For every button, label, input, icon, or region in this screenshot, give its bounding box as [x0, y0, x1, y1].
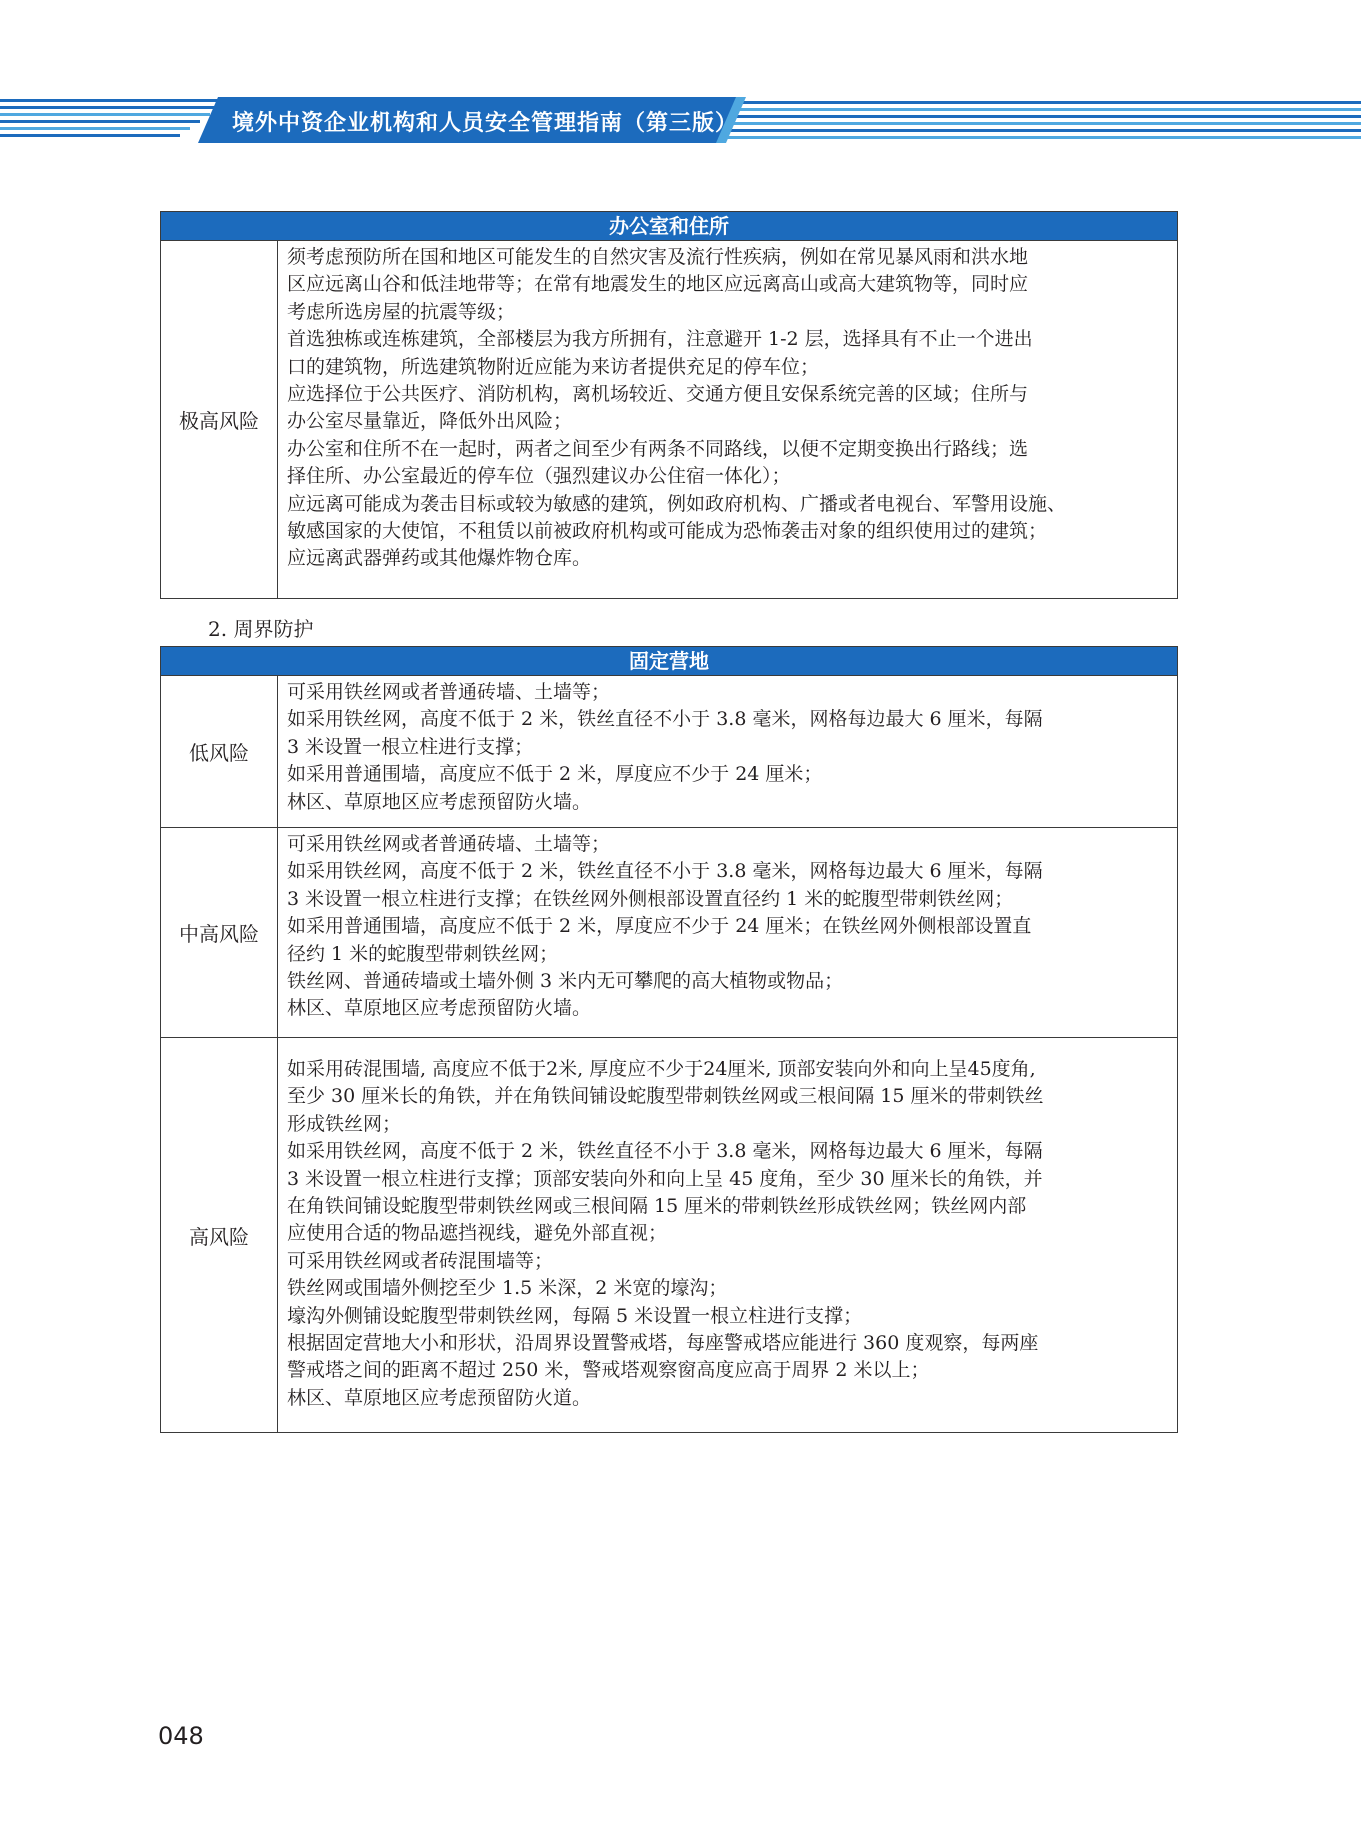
text-line: 在角铁间铺设蛇腹型带刺铁丝网或三根间隔 15 厘米的带刺铁丝形成铁丝网；铁丝网内部 [287, 1195, 1027, 1218]
table-office-residence [160, 211, 1178, 599]
text-line: 办公室尽量靠近，降低外出风险； [287, 410, 573, 433]
text-line: 林区、草原地区应考虑预留防火墙。 [287, 997, 592, 1020]
table-title: 固定营地 [161, 647, 1177, 676]
table-row [161, 827, 1177, 1037]
text-line: 壕沟外侧铺设蛇腹型带刺铁丝网，每隔 5 米设置一根立柱进行支撑； [287, 1304, 863, 1327]
row-content [278, 1038, 1177, 1432]
table-row [161, 241, 1177, 598]
text-line: 可采用铁丝网或者普通砖墙、土墙等； [287, 681, 611, 703]
text-line: 可采用铁丝网或者砖混围墙等； [287, 1249, 554, 1272]
table-row [161, 1037, 1177, 1432]
risk-level: 高风险 [161, 1038, 278, 1432]
text-line: 铁丝网或围墙外侧挖至少 1.5 米深，2 米宽的壕沟； [287, 1277, 728, 1300]
text-line: 警戒塔之间的距离不超过 250 米，警戒塔观察窗高度应高于周界 2 米以上； [287, 1359, 930, 1382]
text-line: 3 米设置一根立柱进行支撑； [287, 735, 534, 758]
section-heading: 2. 周界防护 [208, 617, 314, 641]
text-line: 办公室和住所不在一起时，两者之间至少有两条不同路线，以便不定期变换出行路线；选 [287, 437, 1029, 460]
row-content [278, 828, 1177, 1037]
table-row [161, 676, 1177, 827]
text-line: 敏感国家的大使馆，不租赁以前被政府机构或可能成为恐怖袭击对象的组织使用过的建筑； [287, 520, 1048, 543]
text-line: 须考虑预防所在国和地区可能发生的自然灾害及流行性疾病，例如在常见暴风雨和洪水地 [287, 246, 1029, 268]
row-content [278, 676, 1177, 827]
text-line: 应选择位于公共医疗、消防机构，离机场较近、交通方便且安保系统完善的区域；住所与 [287, 383, 1029, 406]
text-line: 可采用铁丝网或者普通砖墙、土墙等； [287, 833, 611, 855]
page-number: 048 [158, 1722, 204, 1750]
text-line: 如采用砖混围墙, 高度应不低于2米, 厚度应不少于24厘米, 顶部安装向外和向上呈45度角, [287, 1058, 1036, 1080]
text-line: 形成铁丝网； [287, 1112, 402, 1135]
table-fixed-camp [160, 646, 1178, 1433]
text-line: 口的建筑物，所选建筑物附近应能为来访者提供充足的停车位； [287, 355, 820, 378]
text-line: 3 米设置一根立柱进行支撑；顶部安装向外和向上呈 45 度角，至少 30 厘米长的角铁，并 [287, 1167, 1043, 1190]
risk-level: 低风险 [161, 676, 278, 827]
text-line: 应远离武器弹药或其他爆炸物仓库。 [287, 547, 592, 570]
table-title: 办公室和住所 [161, 212, 1177, 241]
text-line: 应远离可能成为袭击目标或较为敏感的建筑，例如政府机构、广播或者电视台、军警用设施、 [287, 492, 1067, 515]
text-line: 如采用铁丝网，高度不低于 2 米，铁丝直径不小于 3.8 毫米，网格每边最大 6 厘米，每隔 [287, 708, 1043, 731]
text-line: 首选独栋或连栋建筑，全部楼层为我方所拥有，注意避开 1-2 层，选择具有不止一个进出 [287, 328, 1033, 351]
text-line: 径约 1 米的蛇腹型带刺铁丝网； [287, 942, 559, 965]
text-line: 如采用普通围墙，高度应不低于 2 米，厚度应不少于 24 厘米； [287, 763, 823, 786]
text-line: 铁丝网、普通砖墙或土墙外侧 3 米内无可攀爬的高大植物或物品； [287, 970, 844, 993]
text-line: 林区、草原地区应考虑预留防火道。 [287, 1386, 592, 1409]
text-line: 林区、草原地区应考虑预留防火墙。 [287, 790, 592, 813]
text-line: 择住所、办公室最近的停车位（强烈建议办公住宿一体化）； [287, 465, 791, 488]
header-title: 境外中资企业机构和人员安全管理指南（第三版） [232, 111, 739, 136]
text-line: 根据固定营地大小和形状，沿周界设置警戒塔，每座警戒塔应能进行 360 度观察，每两座 [287, 1332, 1039, 1355]
risk-level: 极高风险 [161, 241, 278, 598]
text-line: 如采用铁丝网，高度不低于 2 米，铁丝直径不小于 3.8 毫米，网格每边最大 6 厘米，每隔 [287, 860, 1043, 883]
header-banner [0, 95, 1361, 147]
text-line: 如采用铁丝网，高度不低于 2 米，铁丝直径不小于 3.8 毫米，网格每边最大 6 厘米，每隔 [287, 1140, 1043, 1163]
text-line: 应使用合适的物品遮挡视线，避免外部直视； [287, 1222, 668, 1245]
row-content [278, 241, 1177, 598]
text-line: 3 米设置一根立柱进行支撑；在铁丝网外侧根部设置直径约 1 米的蛇腹型带刺铁丝网； [287, 887, 1014, 910]
text-line: 考虑所选房屋的抗震等级； [287, 300, 516, 323]
text-line: 至少 30 厘米长的角铁，并在角铁间铺设蛇腹型带刺铁丝网或三根间隔 15 厘米的带刺铁丝 [287, 1085, 1044, 1108]
risk-level: 中高风险 [161, 828, 278, 1037]
text-line: 如采用普通围墙，高度应不低于 2 米，厚度应不少于 24 厘米；在铁丝网外侧根部设置直 [287, 915, 1032, 938]
text-line: 区应远离山谷和低洼地带等；在常有地震发生的地区应远离高山或高大建筑物等，同时应 [287, 273, 1029, 296]
